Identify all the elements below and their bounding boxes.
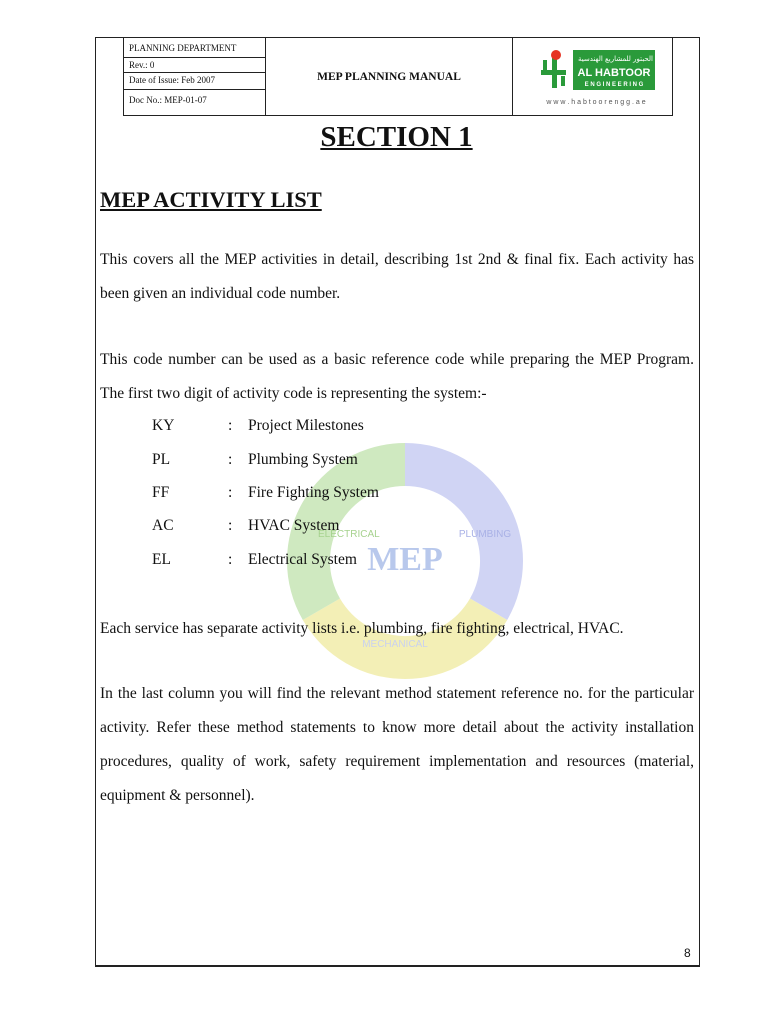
logo-name: AL HABTOOR bbox=[577, 67, 651, 79]
bottom-rule bbox=[95, 965, 700, 967]
code-separator: : bbox=[228, 484, 233, 501]
manual-title: MEP PLANNING MANUAL bbox=[266, 38, 513, 115]
header-divider bbox=[124, 72, 265, 73]
method-statement-paragraph: In the last column you will find the relevant method statement reference no. for the particular activity. Refer these method statements to know more detail about the activity installation procedures, quality of work, safety requirement implementation and resources (material, equipment & personnel). bbox=[100, 685, 694, 804]
system-code: KY bbox=[152, 417, 175, 434]
header-divider bbox=[124, 57, 265, 58]
activity-lists-paragraph: Each service has separate activity lists i.e. plumbing, fire fighting, electrical, HVAC. bbox=[100, 620, 624, 637]
system-description: Project Milestones bbox=[248, 417, 364, 434]
department-label: PLANNING DEPARTMENT bbox=[129, 43, 237, 53]
header-divider bbox=[124, 89, 265, 90]
section-title: SECTION 1 bbox=[320, 121, 473, 153]
page-number: 8 bbox=[684, 946, 691, 960]
code-paragraph: This code number can be used as a basic reference code while preparing the MEP Program. The first two digit of activity code is representing the system:- bbox=[100, 351, 694, 402]
code-separator: : bbox=[228, 451, 233, 468]
system-description: Plumbing System bbox=[248, 451, 358, 468]
code-separator: : bbox=[228, 517, 233, 534]
intro-paragraph: This covers all the MEP activities in detail, describing 1st 2nd & final fix. Each activity has been given an individual code number. bbox=[100, 251, 694, 302]
logo-engineering: E N G I N E E R I N G bbox=[584, 82, 644, 88]
issue-date-label: Date of Issue: Feb 2007 bbox=[129, 75, 215, 85]
revision-label: Rev.: 0 bbox=[129, 60, 155, 70]
code-separator: : bbox=[228, 417, 233, 434]
document-header-table bbox=[123, 38, 673, 116]
document-info-cell bbox=[124, 38, 266, 115]
system-code: AC bbox=[152, 517, 174, 534]
electrical-label: ELECTRICAL bbox=[318, 529, 380, 540]
activity-list-heading: MEP ACTIVITY LIST bbox=[100, 187, 322, 212]
system-code: PL bbox=[152, 451, 171, 468]
mechanical-label: MECHANICAL bbox=[362, 639, 428, 650]
system-code: FF bbox=[152, 484, 170, 501]
doc-number-label: Doc No.: MEP-01-07 bbox=[129, 95, 207, 105]
system-code: EL bbox=[152, 551, 171, 568]
logo-emblem-icon bbox=[538, 50, 570, 90]
logo-arabic-text: الحبتور للمشاريع الهندسية bbox=[577, 55, 653, 63]
company-logo bbox=[513, 38, 672, 115]
code-separator: : bbox=[228, 551, 233, 568]
mep-center-label: MEP bbox=[367, 541, 443, 578]
logo-website: w w w . h a b t o o r e n g g . a e bbox=[546, 99, 646, 106]
system-description: Electrical System bbox=[248, 551, 357, 568]
system-description: HVAC System bbox=[248, 517, 340, 534]
plumbing-label: PLUMBING bbox=[458, 529, 512, 540]
system-description: Fire Fighting System bbox=[248, 484, 379, 501]
